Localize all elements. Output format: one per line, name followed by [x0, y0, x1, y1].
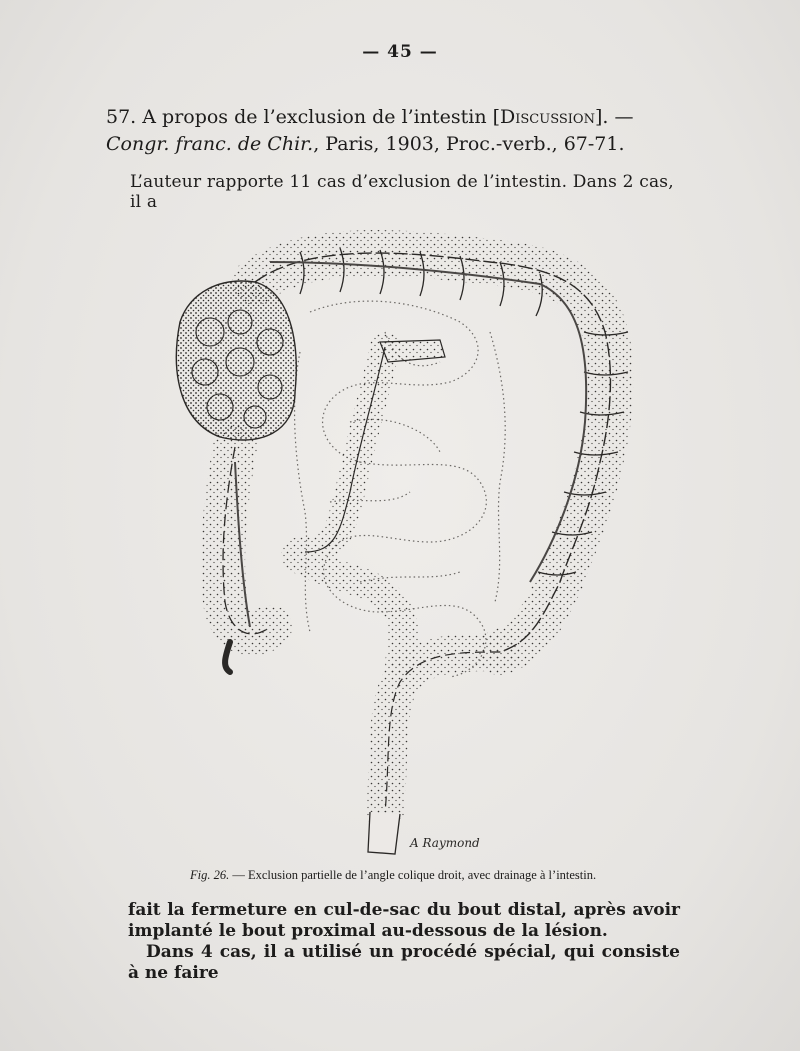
figure-caption — [190, 868, 670, 883]
caption-label: Fig. 26. — [190, 868, 230, 882]
anatomical-figure — [160, 222, 640, 862]
body-text — [128, 900, 680, 984]
artist-signature: A Raymond — [410, 836, 480, 850]
bibliography-entry — [106, 104, 666, 158]
colon — [176, 248, 628, 854]
entry-location: , Paris, 1903, Proc.-verb., 67-71. — [313, 133, 625, 155]
entry-title-start: A propos de l’exclusion de l’intestin [ — [142, 106, 501, 128]
entry-discussion: Discussion — [500, 106, 595, 128]
intro-paragraph: L’auteur rapporte 11 cas d’exclusion de l’intestin. Dans 2 cas, il a — [130, 172, 674, 212]
colon-illustration — [160, 222, 640, 862]
entry-number: 57. — [106, 106, 137, 128]
entry-title-end: ]. — — [594, 106, 634, 128]
entry-congress: Congr. franc. de Chir. — [106, 133, 314, 155]
body-paragraph-2: Dans 4 cas, il a utilisé un procédé spécial, qui consiste à ne faire — [128, 942, 680, 983]
page-number: — 45 — — [362, 42, 438, 62]
body-paragraph-1: fait la fermeture en cul-de-sac du bout distal, après avoir implanté le bout proximal au-dessous de la lésion. — [128, 900, 680, 941]
caption-text: — Exclusion partielle de l’angle colique droit, avec drainage à l’intestin. — [229, 868, 597, 882]
